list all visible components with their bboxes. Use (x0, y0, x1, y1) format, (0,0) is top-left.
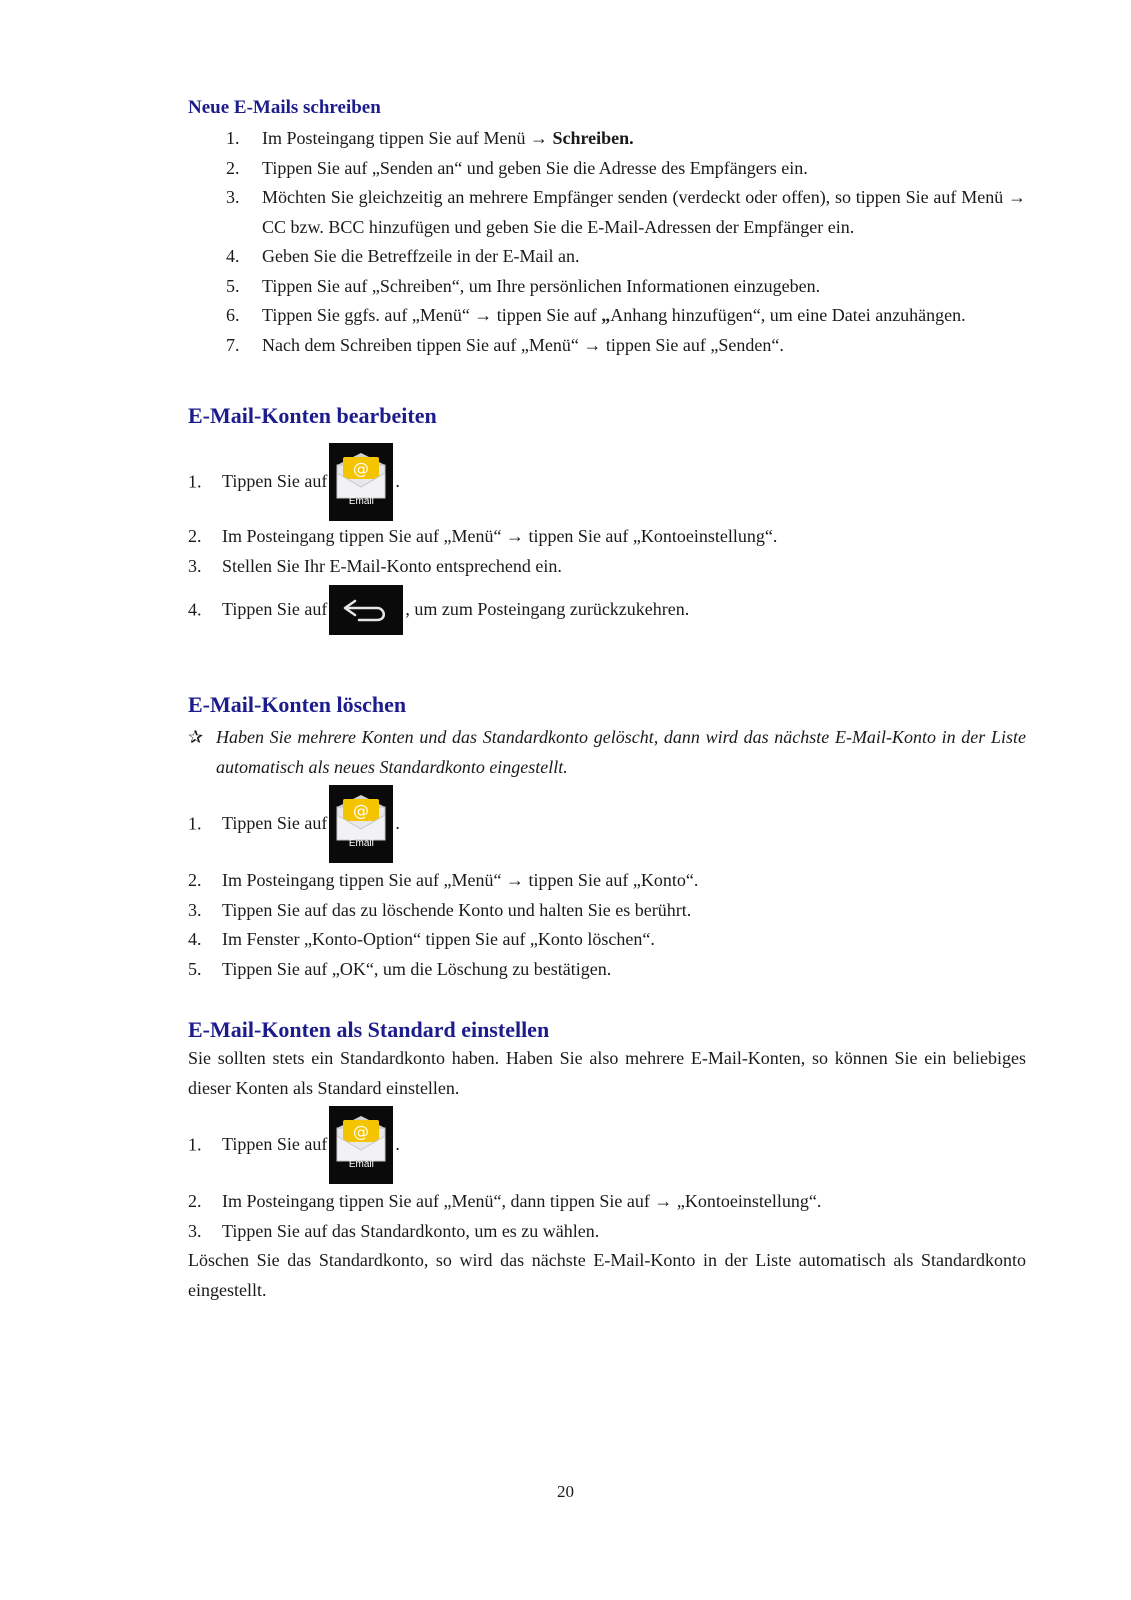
step-text: . (395, 1134, 400, 1155)
step-text: Tippen Sie auf (222, 471, 328, 492)
step-bold-text: „ (601, 305, 611, 325)
step-text: Im Posteingang tippen Sie auf Menü → (262, 128, 553, 148)
list-item (188, 272, 1026, 302)
list-number: 5. (188, 958, 202, 979)
list-number: 4. (188, 599, 202, 620)
list-number: 2. (226, 157, 240, 178)
step-text: Tippen Sie auf „OK“, um die Löschung zu bestätigen. (222, 958, 612, 979)
note-default-account (188, 723, 1026, 782)
back-arrow-icon (341, 597, 391, 623)
step-text: Tippen Sie auf „Senden an“ und geben Sie die Adresse des Empfängers ein. (262, 157, 808, 178)
delete-account-steps (188, 782, 1026, 984)
step-text: Im Posteingang tippen Sie auf „Menü“ → tippen Sie auf „Konto“. (222, 870, 699, 890)
list-item (188, 301, 1026, 331)
list-item (188, 866, 1026, 896)
step-text: Im Fenster „Konto-Option“ tippen Sie auf „Konto löschen“. (222, 929, 655, 949)
default-account-steps (188, 1103, 1026, 1246)
list-number: 6. (226, 305, 240, 325)
section-title-edit-accounts: E-Mail-Konten bearbeiten (188, 403, 437, 428)
list-number: 3. (226, 187, 240, 207)
list-item (188, 124, 1026, 154)
step-text: Tippen Sie auf das Standardkonto, um es zu wählen. (222, 1220, 600, 1241)
new-email-steps (188, 124, 1026, 360)
email-icon-label: Email (348, 495, 374, 507)
default-account-intro: Sie sollten stets ein Standardkonto haben. Haben Sie also mehrere E-Mail-Konten, so können Sie ein beliebiges dieser Konten als Standard einstellen. (188, 1048, 1026, 1098)
list-number: 1. (188, 1134, 202, 1155)
page-number: 20 (557, 1482, 574, 1501)
step-text: . (395, 471, 400, 492)
edit-account-steps (188, 442, 1026, 639)
step-text: , um zum Posteingang zurückzukehren. (405, 599, 690, 620)
list-item (188, 242, 1026, 272)
email-app-icon[interactable] (329, 785, 393, 863)
list-number: 1. (188, 813, 202, 834)
list-item (188, 925, 1026, 955)
list-item (188, 1103, 1026, 1187)
email-app-icon[interactable] (329, 1106, 393, 1184)
list-number: 2. (188, 526, 202, 546)
default-account-outro: Löschen Sie das Standardkonto, so wird das nächste E-Mail-Konto in der Liste automatisch als Standardkonto eingestellt. (188, 1250, 1026, 1300)
list-number: 4. (226, 246, 240, 266)
star-icon: ✰ (188, 727, 204, 747)
back-button-icon[interactable] (329, 585, 403, 635)
list-item (188, 782, 1026, 866)
list-item (188, 154, 1026, 184)
list-item (188, 581, 1026, 639)
email-icon-label: Email (348, 837, 374, 849)
list-item (188, 522, 1026, 552)
email-icon-label: Email (348, 1158, 374, 1170)
list-number: 3. (188, 899, 202, 920)
page-content (188, 96, 1026, 1305)
list-item (188, 1187, 1026, 1217)
list-item (188, 552, 1026, 582)
step-bold-text: Schreiben. (552, 128, 634, 148)
step-text: Geben Sie die Betreffzeile in der E-Mail an. (262, 246, 580, 266)
note-text: Haben Sie mehrere Konten und das Standardkonto gelöscht, dann wird das nächste E-Mail-Konto in der Liste automatisch als neues Standardkonto eingestellt. (216, 727, 1026, 777)
svg-text:@: @ (353, 459, 370, 478)
step-text: Nach dem Schreiben tippen Sie auf „Menü“ → tippen Sie auf „Senden“. (262, 334, 784, 355)
list-item (188, 331, 1026, 361)
step-text: Tippen Sie auf „Schreiben“, um Ihre persönlichen Informationen einzugeben. (262, 275, 821, 296)
step-text: Im Posteingang tippen Sie auf „Menü“ → tippen Sie auf „Kontoeinstellung“. (222, 526, 778, 546)
list-number: 5. (226, 275, 240, 296)
svg-text:@: @ (353, 1122, 370, 1141)
list-item (188, 183, 1026, 242)
list-item (188, 442, 1026, 522)
list-number: 4. (188, 929, 202, 949)
email-app-icon[interactable] (329, 443, 393, 521)
list-number: 7. (226, 334, 240, 355)
step-text: Tippen Sie auf das zu löschende Konto und halten Sie es berührt. (222, 899, 692, 920)
list-number: 1. (226, 128, 240, 148)
step-text: Tippen Sie auf (222, 1134, 328, 1155)
list-number: 2. (188, 1191, 202, 1211)
step-text: Im Posteingang tippen Sie auf „Menü“, dann tippen Sie auf → „Kontoeinstellung“. (222, 1191, 822, 1211)
step-text: Möchten Sie gleichzeitig an mehrere Empfänger senden (verdeckt oder offen), so tippen Sie auf Menü → CC bzw. BCC hinzufügen und geben Sie die E-Mail-Adressen der Empfänger ein. (262, 187, 1026, 237)
section-title-delete-accounts: E-Mail-Konten löschen (188, 692, 407, 717)
section-title-new-emails: Neue E-Mails schreiben (188, 97, 381, 118)
list-item (188, 896, 1026, 926)
step-text: Tippen Sie auf (222, 599, 328, 620)
list-number: 3. (188, 555, 202, 576)
list-item (188, 1217, 1026, 1247)
svg-text:@: @ (353, 801, 370, 820)
step-text: Stellen Sie Ihr E-Mail-Konto entsprechend ein. (222, 555, 562, 576)
section-title-default-account: E-Mail-Konten als Standard einstellen (188, 1017, 550, 1042)
list-item (188, 955, 1026, 985)
step-text: Tippen Sie ggfs. auf „Menü“ → tippen Sie auf (262, 305, 602, 325)
list-number: 1. (188, 471, 202, 492)
step-text: Anhang hinzufügen“, um eine Datei anzuhängen. (610, 305, 966, 325)
step-text: . (395, 813, 400, 834)
step-text: Tippen Sie auf (222, 813, 328, 834)
list-number: 2. (188, 870, 202, 890)
list-number: 3. (188, 1220, 202, 1241)
